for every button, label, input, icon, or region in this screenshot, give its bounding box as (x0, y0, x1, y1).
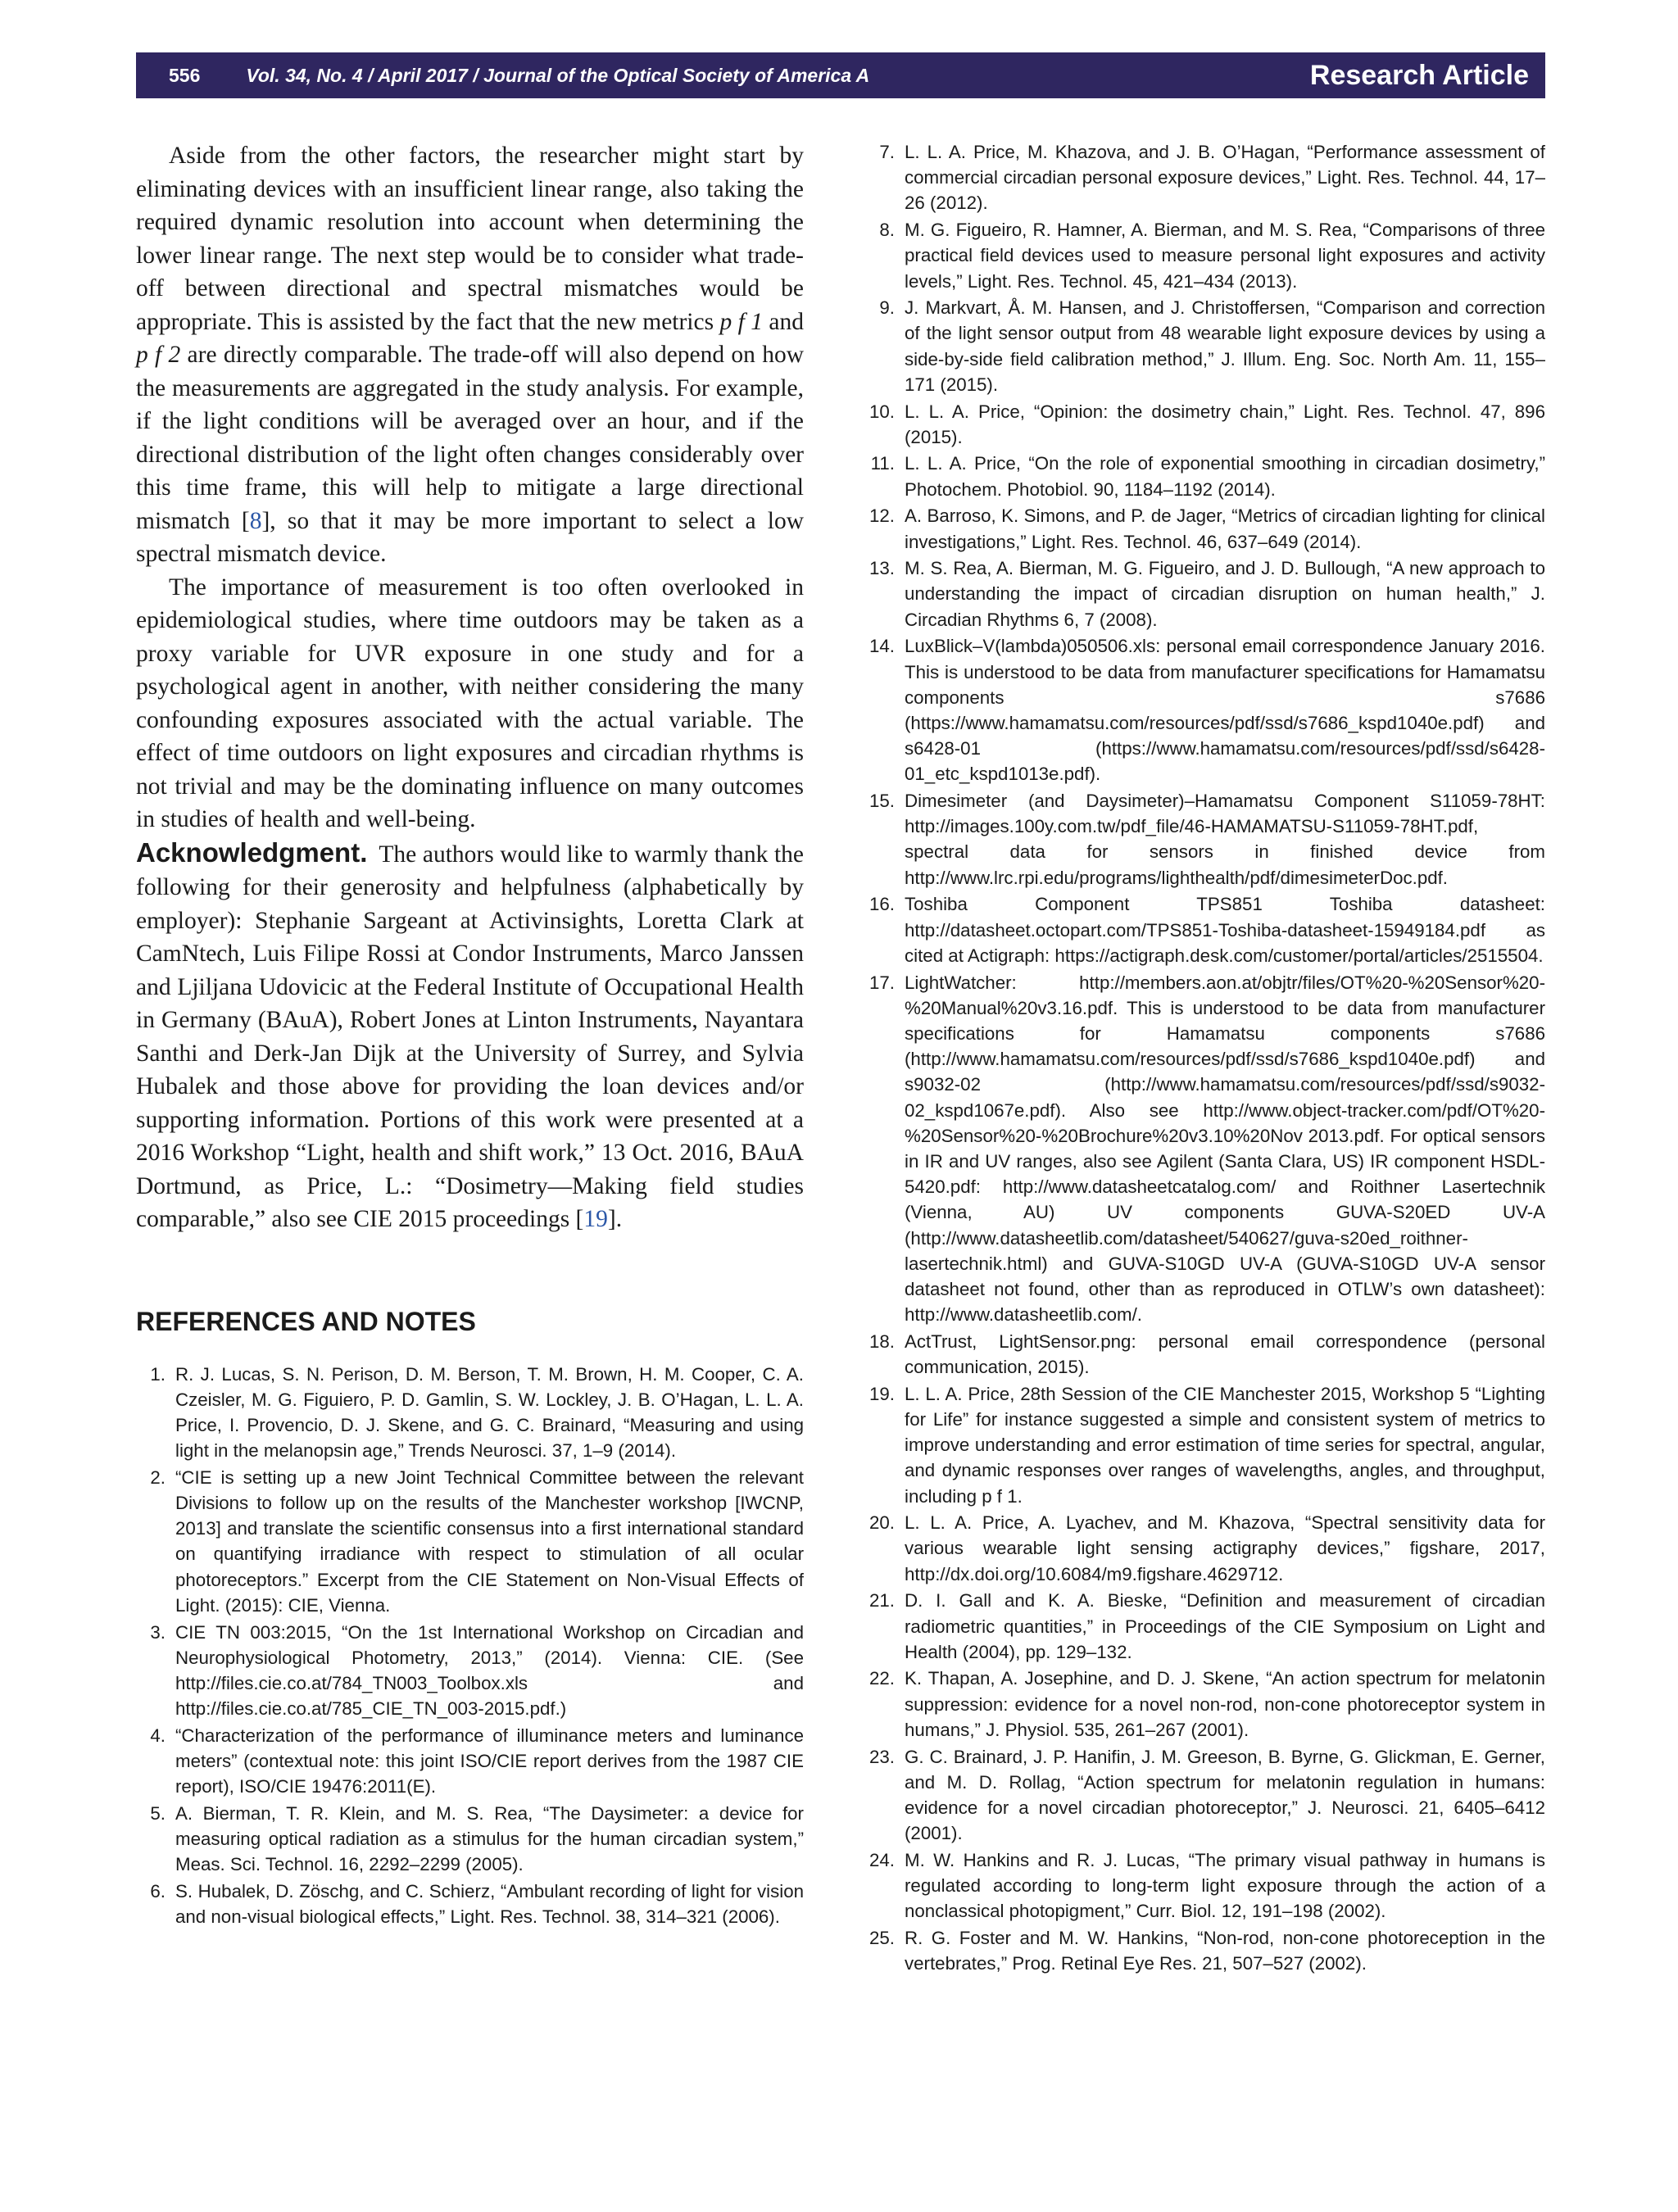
reference-number: 21. (869, 1590, 895, 1611)
reference-number: 19. (869, 1383, 895, 1404)
reference-item (860, 503, 1545, 554)
journal-citation: Vol. 34, No. 4 / April 2017 / Journal of the Optical Society of America A (246, 64, 870, 86)
citation-link-19[interactable]: 19 (583, 1206, 608, 1232)
reference-item (136, 1620, 804, 1722)
reference-number: 18. (869, 1330, 895, 1352)
reference-item (860, 891, 1545, 968)
reference-item (860, 555, 1545, 632)
right-column (860, 139, 1545, 1978)
reference-text: L. L. A. Price, M. Khazova, and J. B. O’Hagan, “Performance assessment of commercial circadian personal exposure devices,” Light. Res. Technol. 44, 17–26 (2012). (905, 142, 1545, 214)
references-list-right (860, 139, 1545, 1976)
reference-text: CIE TN 003:2015, “On the 1st International Workshop on Circadian and Neurophysiological Photometry, 2013,” (2014). Vienna: CIE. (See http://files.cie.co.at/784_TN003_Toolbox.xls and http://files.cie.co.at/785_CIE_TN_003-2015.pdf.) (175, 1621, 804, 1720)
reference-number: 2. (150, 1466, 166, 1488)
reference-text: R. G. Foster and M. W. Hankins, “Non-rod, non-cone photoreception in the vertebrates,” Prog. Retinal Eye Res. 21, 507–527 (2002). (905, 1928, 1545, 1974)
reference-number: 15. (869, 791, 895, 812)
reference-text: J. Markvart, Å. M. Hansen, and J. Christoffersen, “Comparison and correction of the light sensor output from 48 wearable light exposure devices by using a side-by-side field calibration method,” J. Illum. Eng. Soc. North Am. 11, 155–171 (2015). (905, 297, 1545, 395)
acknowledgment-heading: Acknowledgment. (136, 836, 368, 868)
reference-number: 11. (870, 453, 895, 474)
reference-item (136, 1465, 804, 1618)
references-list-left (136, 1362, 804, 1930)
reference-text: A. Barroso, K. Simons, and P. de Jager, “Metrics of circadian lighting for clinical investigations,” Light. Res. Technol. 46, 637–649 (2014). (905, 505, 1545, 552)
reference-text: Toshiba Component TPS851 Toshiba datasheet: http://datasheet.octopart.com/TPS851-Toshiba-datasheet-15949184.pdf as cited at Actigraph: https://actigraph.desk.com/customer/portal/articles/2515504. (905, 894, 1545, 966)
reference-item (860, 1847, 1545, 1924)
reference-text: G. C. Brainard, J. P. Hanifin, J. M. Greeson, B. Byrne, G. Glickman, E. Gerner, and M. D. Rollag, “Action spectrum for melatonin regulation in humans: evidence for a novel circadian photoreceptor,” J. Neurosci. 21, 6405–6412 (2001). (905, 1746, 1545, 1844)
reference-number: 14. (869, 636, 895, 657)
reference-text: A. Bierman, T. R. Klein, and M. S. Rea, “The Daysimeter: a device for measuring optical radiation as a stimulus for the human circadian system,” Meas. Sci. Technol. 16, 2292–2299 (2005). (175, 1802, 804, 1875)
reference-item (860, 1329, 1545, 1380)
reference-text: L. L. A. Price, “On the role of exponential smoothing in circadian dosimetry,” Photochem. Photobiol. 90, 1184–1192 (2014). (905, 453, 1545, 500)
reference-number: 5. (150, 1802, 166, 1824)
reference-item (860, 1510, 1545, 1587)
article-type: Research Article (1309, 59, 1529, 91)
reference-item (860, 633, 1545, 786)
references-heading: REFERENCES AND NOTES (136, 1306, 476, 1336)
reference-text: “Characterization of the performance of illuminance meters and luminance meters” (contextual note: this joint ISO/CIE report derives from the 1987 CIE report), ISO/CIE 19476:2011(E). (175, 1725, 804, 1797)
para1-text-b: are directly comparable. The trade-off will also depend on how the measurements are aggregated in the study analysis. For example, if the light conditions will be averaged over an hour, and if the directional distribution of the light often changes considerably over this time frame, this will help to mitigate a large directional mismatch [ (136, 342, 805, 534)
reference-number: 24. (869, 1849, 895, 1870)
reference-item (860, 139, 1545, 216)
para1-text: Aside from the other factors, the researcher might start by eliminating devices with an insufficient linear range, also taking the required dynamic resolution into account when determining the lower linear range. The next step would be to consider what trade-off between directional and spectral mismatches would be appropriate. This is assisted by the fact that the new metrics (136, 143, 804, 335)
reference-number: 17. (869, 972, 895, 993)
reference-text: Dimesimeter (and Daysimeter)–Hamamatsu Component S11059-78HT: http://images.100y.com.tw/pdf_file/46-HAMAMATSU-S11059-78HT.pdf, spectral data for sensors in finished device from http://www.lrc.rpi.edu/programs/lighthealth/pdf/dimesimeterDoc.pdf. (905, 791, 1545, 888)
reference-item (860, 1381, 1545, 1509)
para1-text-c: ], so that it may be more important to select a low spectral mismatch device. (136, 507, 804, 567)
reference-text: D. I. Gall and K. A. Bieske, “Definition and measurement of circadian radiometric quantities,” in Proceedings of the CIE Symposium on Light and Health (2004), pp. 129–132. (905, 1590, 1545, 1662)
reference-number: 7. (879, 142, 895, 162)
reference-text: “CIE is setting up a new Joint Technical Committee between the relevant Divisions to follow up on the results of the Manchester workshop [IWCNP, 2013] and translate the scientific consensus into a first international standard on quantifying irradiance with respect to stimulation of all ocular photoreceptors.” Excerpt from the CIE Statement on Non-Visual Effects of Light. (2015): CIE, Vienna. (175, 1466, 804, 1616)
reference-number: 1. (150, 1363, 166, 1385)
reference-text: ActTrust, LightSensor.png: personal email correspondence (personal communication, 2015). (905, 1330, 1545, 1378)
reference-item (860, 1666, 1545, 1743)
reference-item (860, 788, 1545, 891)
reference-text: M. W. Hankins and R. J. Lucas, “The primary visual pathway in humans is regulated according to long-term light exposure through the action of a nonclassical photopigment,” Curr. Biol. 12, 191–198 (2002). (905, 1849, 1545, 1922)
reference-number: 20. (869, 1512, 895, 1534)
reference-text: L. L. A. Price, A. Lyachev, and M. Khazova, “Spectral sensitivity data for various wearable light sensing actigraphy devices,” figshare, 2017, http://dx.doi.org/10.6084/m9.figshare.4629712. (905, 1512, 1545, 1584)
body-paragraph-2: The importance of measurement is too often overlooked in epidemiological studies, where time outdoors may be taken as a proxy variable for UVR exposure in one study and for a psychological agent in another, with neither considering the many confounding exposures associated with the actual variable. The effect of time outdoors on light exposures and circadian rhythms is not trivial and may be the dominating influence on many outcomes in studies of health and well-being. (136, 573, 804, 832)
reference-item (860, 1744, 1545, 1847)
body-paragraph-1 (136, 139, 804, 571)
reference-number: 13. (869, 558, 895, 579)
journal-header-bar (136, 52, 1545, 98)
acknowledgment-text: The authors would like to warmly thank the following for their generosity and helpfulness (alphabetically by employer): Stephanie Sargeant at Activinsights, Loretta Clark at CamNtech, Luis Filipe Rossi at Condor Instruments, Marco Janssen and Ljiljana Udovicic at the Federal Institute of Occupational Health in Germany (BAuA), Robert Jones at Linton Instruments, Nayantara Santhi and Derk-Jan Dijk at the University of Surrey, and Sylvia Hubalek and those above for providing the loan devices and/or supporting information. Portions of this work were presented at a 2016 Workshop “Light, health and shift work,” 13 Oct. 2016, BAuA Dortmund, as Price, L.: “Dosimetry—Making field studies comparable,” also see CIE 2015 proceedings [ (136, 841, 804, 1232)
reference-item (136, 1801, 804, 1878)
citation-link-8[interactable]: 8 (249, 507, 262, 534)
reference-item (860, 1925, 1545, 1976)
reference-number: 22. (869, 1668, 895, 1689)
reference-number: 3. (150, 1621, 166, 1643)
reference-item (860, 1588, 1545, 1665)
reference-item (860, 295, 1545, 397)
reference-text: M. G. Figueiro, R. Hamner, A. Bierman, and M. S. Rea, “Comparisons of three practical field devices used to measure personal light exposures and activity levels,” Light. Res. Technol. 45, 421–434 (2013). (905, 220, 1545, 292)
left-column (136, 139, 804, 1931)
reference-item (860, 451, 1545, 501)
para1-mid: and (763, 308, 804, 335)
reference-number: 10. (869, 401, 895, 422)
reference-text: S. Hubalek, D. Zöschg, and C. Schierz, “Ambulant recording of light for vision and non-visual biological effects,” Light. Res. Technol. 38, 314–321 (2006). (175, 1881, 804, 1928)
reference-text: L. L. A. Price, 28th Session of the CIE Manchester 2015, Workshop 5 “Lighting for Life” for instance suggested a simple and consistent system of metrics to improve understanding and error estimation of time series for spectral, angular, and dynamic responses over ranges of wavelengths, angles, and throughput, including p f 1. (905, 1383, 1545, 1507)
reference-item (136, 1879, 804, 1929)
reference-text: R. J. Lucas, S. N. Perison, D. M. Berson, T. M. Brown, H. M. Cooper, C. A. Czeisler, M. G. Figuiero, P. D. Gamlin, S. W. Lockley, J. B. O’Hagan, L. L. A. Price, I. Provencio, D. J. Skene, and G. C. Brainard, “Measuring and using light in the melanopsin age,” Trends Neurosci. 37, 1–9 (2014). (175, 1363, 804, 1462)
reference-item (136, 1362, 804, 1464)
reference-number: 25. (869, 1928, 895, 1949)
reference-number: 4. (150, 1725, 166, 1746)
acknowledgment-end: ]. (607, 1206, 623, 1232)
reference-text: L. L. A. Price, “Opinion: the dosimetry chain,” Light. Res. Technol. 47, 896 (2015). (905, 401, 1545, 447)
page-number: 556 (169, 64, 201, 86)
reference-item (136, 1723, 804, 1800)
reference-number: 6. (150, 1881, 166, 1902)
reference-item (860, 399, 1545, 450)
reference-item (860, 217, 1545, 294)
reference-number: 8. (879, 220, 895, 241)
metric-pf2: p f 2 (136, 342, 181, 368)
reference-text: M. S. Rea, A. Bierman, M. G. Figueiro, and J. D. Bullough, “A new approach to understanding the impact of circadian disruption on human health,” J. Circadian Rhythms 6, 7 (2008). (905, 558, 1545, 630)
reference-text: LuxBlick–V(lambda)050506.xls: personal email correspondence January 2016. This is understood to be data from manufacturer specifications for Hamamatsu components s7686 (https://www.hamamatsu.com/resources/pdf/ssd/s7686_kspd1040e.pdf) and s6428-01 (https://www.hamamatsu.com/resources/pdf/ssd/s6428-01_etc_kspd1013e.pdf). (905, 636, 1545, 785)
reference-text: K. Thapan, A. Josephine, and D. J. Skene, “An action spectrum for melatonin suppression: evidence for a novel non-rod, non-cone photoreceptor system in humans,” J. Physiol. 535, 261–267 (2001). (905, 1668, 1545, 1740)
acknowledgment-section (136, 836, 804, 1236)
reference-text: LightWatcher: http://members.aon.at/objtr/files/OT%20-%20Sensor%20-%20Manual%20v3.16.pdf. This is understood to be data from manufacturer specifications for Hamamatsu components s7686 (http://www.hamamatsu.com/resources/pdf/ssd/s7686_kspd1040e.pdf) and s9032-02 (http://www.hamamatsu.com/resources/pdf/ssd/s9032-02_kspd1067e.pdf). Also see http://www.object-tracker.com/pdf/OT%20-%20Sensor%20-%20Brochure%20v3.10%20Nov 2013.pdf. For optical sensors in IR and UV ranges, also see Agilent (Santa Clara, US) IR component HSDL-5420.pdf: http://www.datasheetcatalog.com/ and Roithner Lasertechnik (Vienna, AU) UV components GUVA-S20ED UV-A (http://www.datasheetlib.com/datasheet/540627/guva-s20ed_roithner-lasertechnik.html) and GUVA-S10GD UV-A (GUVA-S10GD UV-A sensor datasheet not found, other than as reproduced in OTLW’s own datasheet): http://www.datasheetlib.com/. (905, 972, 1545, 1326)
reference-number: 12. (869, 505, 895, 527)
metric-pf1: p f 1 (719, 308, 763, 335)
reference-number: 9. (879, 297, 895, 319)
reference-number: 23. (869, 1746, 895, 1767)
reference-item (860, 970, 1545, 1328)
reference-number: 16. (869, 894, 895, 915)
